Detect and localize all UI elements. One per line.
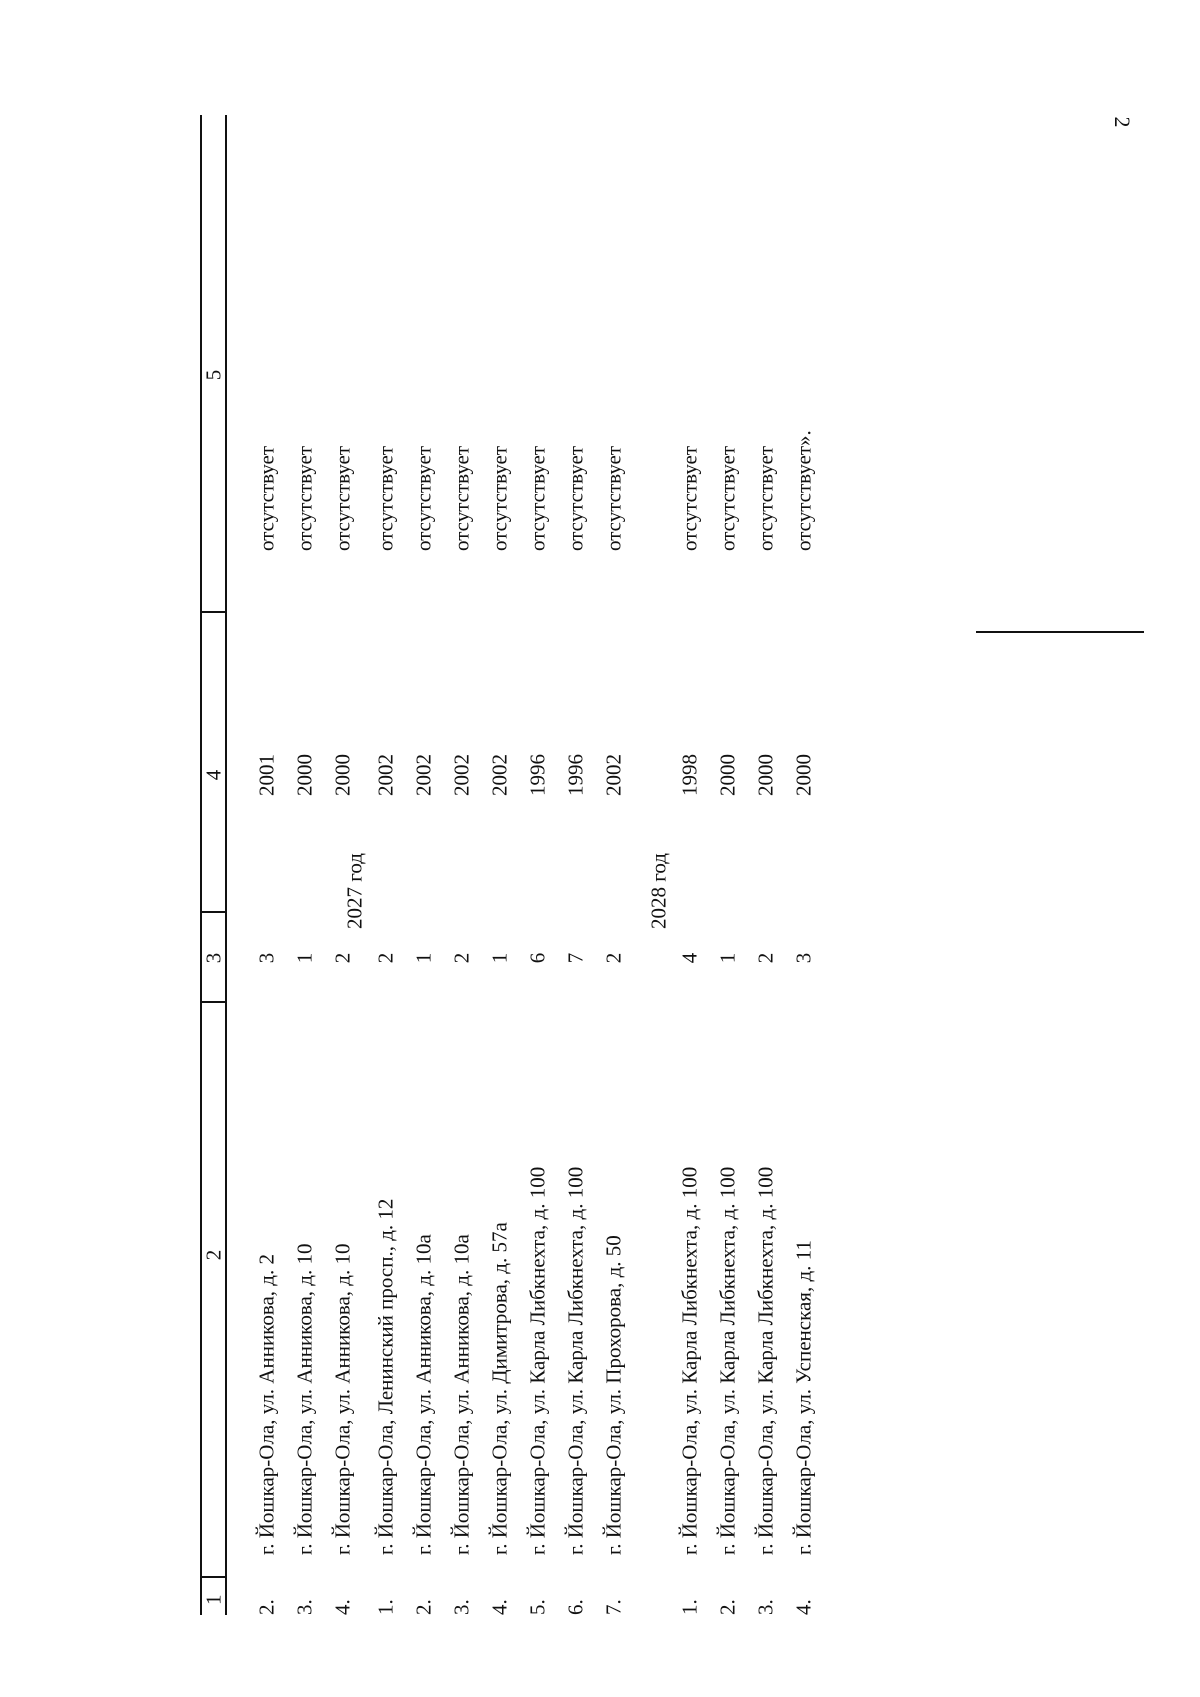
row-status: отсутствует — [677, 445, 702, 551]
row-address: г. Йошкар-Ола, ул. Анникова, д. 2 — [254, 1254, 279, 1555]
row-address: г. Йошкар-Ола, ул. Анникова, д. 10 — [292, 1243, 317, 1555]
row-year: 2001 — [254, 754, 279, 796]
row-number: 3. — [449, 1599, 474, 1615]
row-address: г. Йошкар-Ола, ул. Анникова, д. 10а — [449, 1234, 474, 1555]
table-header-rule — [225, 115, 227, 1615]
header-divider-1 — [200, 1576, 227, 1578]
row-count: 2 — [753, 952, 778, 964]
row-count: 1 — [292, 952, 317, 964]
row-number: 5. — [525, 1599, 550, 1615]
row-number: 3. — [292, 1599, 317, 1615]
row-number: 1. — [677, 1599, 702, 1615]
row-count: 2 — [330, 952, 355, 964]
header-divider-3 — [200, 911, 227, 913]
row-status: отсутствует — [330, 445, 355, 551]
row-status: отсутствует — [254, 445, 279, 551]
row-number: 6. — [563, 1599, 588, 1615]
row-address: г. Йошкар-Ола, ул. Димитрова, д. 57а — [487, 1222, 512, 1555]
row-count: 3 — [791, 952, 816, 964]
table-top-rule — [200, 115, 202, 1615]
row-address: г. Йошкар-Ола, ул. Карла Либкнехта, д. 100 — [525, 1166, 550, 1555]
row-count: 1 — [715, 952, 740, 964]
row-address: г. Йошкар-Ола, ул. Карла Либкнехта, д. 100 — [715, 1166, 740, 1555]
row-status: отсутствует — [449, 445, 474, 551]
row-status: отсутствует — [601, 445, 626, 551]
row-count: 2 — [373, 952, 398, 964]
row-year: 2000 — [330, 754, 355, 796]
header-col-3: 3 — [201, 952, 226, 964]
header-col-1: 1 — [201, 1594, 226, 1605]
row-number: 3. — [753, 1599, 778, 1615]
row-count: 1 — [487, 952, 512, 964]
row-status: отсутствует — [525, 445, 550, 551]
row-status: отсутствует — [373, 445, 398, 551]
row-year: 2002 — [601, 754, 626, 796]
row-year: 2002 — [411, 754, 436, 796]
row-status: отсутствует — [411, 445, 436, 551]
header-divider-2 — [200, 1001, 227, 1003]
row-number: 2. — [411, 1599, 436, 1615]
row-year: 2002 — [487, 754, 512, 796]
row-year: 1996 — [525, 754, 550, 796]
row-status: отсутствует — [563, 445, 588, 551]
row-year: 2002 — [373, 754, 398, 796]
row-status: отсутствует — [715, 445, 740, 551]
row-year: 1998 — [677, 754, 702, 796]
row-address: г. Йошкар-Ола, ул. Успенская, д. 11 — [791, 1240, 816, 1555]
section-separator-line — [976, 631, 1144, 633]
row-year: 2000 — [715, 754, 740, 796]
row-address: г. Йошкар-Ола, Ленинский просп., д. 12 — [373, 1198, 398, 1555]
row-number: 4. — [791, 1599, 816, 1615]
row-year: 1996 — [563, 754, 588, 796]
section-year-heading: 2028 год — [646, 853, 671, 929]
row-number: 7. — [601, 1599, 626, 1615]
row-number: 4. — [330, 1599, 355, 1615]
row-year: 2000 — [292, 754, 317, 796]
row-status: отсутствует — [292, 445, 317, 551]
row-number: 2. — [715, 1599, 740, 1615]
row-status: отсутствует — [487, 445, 512, 551]
row-count: 6 — [525, 952, 550, 964]
row-status: отсутствует». — [791, 430, 816, 551]
row-status: отсутствует — [753, 445, 778, 551]
row-number: 2. — [254, 1599, 279, 1615]
row-address: г. Йошкар-Ола, ул. Прохорова, д. 50 — [601, 1235, 626, 1555]
header-col-2: 2 — [201, 1249, 226, 1261]
row-number: 4. — [487, 1599, 512, 1615]
header-col-5: 5 — [201, 369, 226, 381]
row-count: 4 — [677, 952, 702, 964]
document-table — [200, 115, 950, 1615]
row-address: г. Йошкар-Ола, ул. Карла Либкнехта, д. 100 — [563, 1166, 588, 1555]
row-count: 1 — [411, 952, 436, 964]
row-year: 2002 — [449, 754, 474, 796]
row-year: 2000 — [791, 754, 816, 796]
row-address: г. Йошкар-Ола, ул. Анникова, д. 10 — [330, 1243, 355, 1555]
row-address: г. Йошкар-Ола, ул. Анникова, д. 10а — [411, 1234, 436, 1555]
header-divider-4 — [200, 611, 227, 613]
header-col-4: 4 — [201, 769, 226, 781]
row-count: 2 — [601, 952, 626, 964]
section-year-heading: 2027 год — [342, 853, 367, 929]
row-count: 2 — [449, 952, 474, 964]
page-number: 2 — [1110, 116, 1135, 128]
row-count: 3 — [254, 952, 279, 964]
row-address: г. Йошкар-Ола, ул. Карла Либкнехта, д. 100 — [677, 1166, 702, 1555]
row-year: 2000 — [753, 754, 778, 796]
row-address: г. Йошкар-Ола, ул. Карла Либкнехта, д. 100 — [753, 1166, 778, 1555]
row-count: 7 — [563, 952, 588, 964]
row-number: 1. — [373, 1599, 398, 1615]
